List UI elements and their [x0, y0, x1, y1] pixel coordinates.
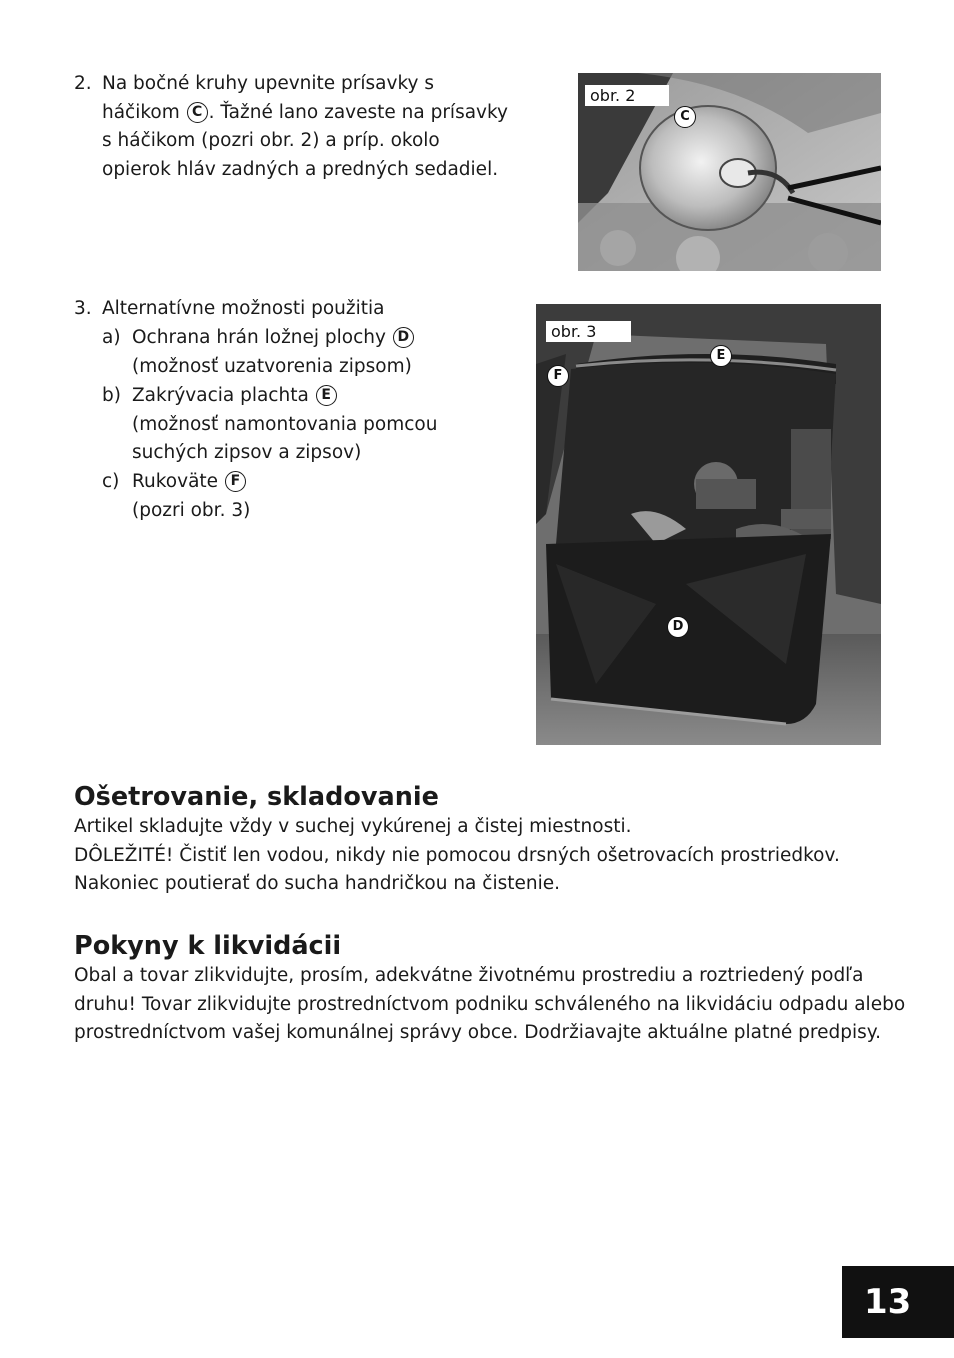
disposal-line-1: Obal a tovar zlikvidujte, prosím, adekvátne životnému prostrediu a roztriedený podľa [74, 965, 864, 986]
step-3-title: Alternatívne možnosti použitia [102, 298, 385, 319]
figure-3-marker-f: F [547, 365, 569, 387]
disposal-heading: Pokyny k likvidácii [74, 931, 342, 961]
step-3c-line-2: (pozri obr. 3) [132, 499, 251, 521]
step-2-line-3: s háčikom (pozri obr. 2) a príp. okolo [102, 130, 440, 151]
figure-3-label: obr. 3 [546, 321, 631, 342]
marker-d-inline: D [393, 327, 414, 348]
marker-f-inline: F [225, 471, 246, 492]
step-2-line-4: opierok hláv zadných a predných sedadiel. [102, 158, 499, 180]
figure-3-marker-e: E [710, 345, 732, 367]
step-3c-line-1 [132, 468, 247, 497]
disposal-line-3: prostredníctvom vašej komunálnej správy obce. Dodržiavajte aktuálne platné predpisy. [74, 1022, 881, 1043]
step-3b-line-1 [132, 382, 338, 411]
step-3a-line-2: (možnosť uzatvorenia zipsom) [132, 355, 412, 377]
step-3b-line-3: suchých zipsov a zipsov) [132, 442, 362, 463]
step-3-number: 3. [74, 298, 92, 319]
disposal-line-2: druhu! Tovar zlikvidujte prostredníctvom podniku schváleného na likvidáciu odpadu alebo [74, 993, 906, 1015]
care-line-2: DÔLEŽITÉ! Čistiť len vodou, nikdy nie pomocou drsných ošetrovacích prostriedkov. [74, 844, 840, 866]
page-number: 13 [842, 1266, 954, 1338]
care-line-3: Nakoniec poutierať do sucha handričkou na čistenie. [74, 873, 560, 894]
figure-3-photo [536, 304, 881, 745]
care-heading: Ošetrovanie, skladovanie [74, 782, 439, 812]
marker-c-inline: C [187, 102, 208, 123]
care-line-1: Artikel skladujte vždy v suchej vykúrenej a čistej miestnosti. [74, 816, 632, 837]
step-3c-letter: c) [102, 471, 120, 492]
step-2-line-2-post: . Ťažné lano zaveste na prísavky [208, 101, 508, 123]
step-3b-line-2: (možnosť namontovania pomcou [132, 413, 438, 435]
figure-2-photo [578, 73, 881, 271]
step-3b-text: Zakrývacia plachta [132, 385, 309, 406]
step-3a-line-1 [132, 324, 415, 353]
step-3c-text: Rukoväte [132, 471, 219, 492]
figure-3-marker-d: D [667, 616, 689, 638]
marker-e-inline: E [316, 385, 337, 406]
step-3b-letter: b) [102, 385, 121, 406]
figure-2-label: obr. 2 [585, 85, 669, 106]
figure-2-marker-c: C [674, 106, 696, 128]
step-3a-text: Ochrana hrán ložnej plochy [132, 327, 386, 348]
step-3a-letter: a) [102, 327, 121, 348]
step-2-line-2-pre: háčikom [102, 101, 180, 123]
figure-3-illustration [536, 304, 881, 745]
step-2-line-1: Na bočné kruhy upevnite prísavky s [102, 73, 434, 94]
step-2-number: 2. [74, 73, 92, 94]
step-2-line-2 [102, 99, 508, 128]
